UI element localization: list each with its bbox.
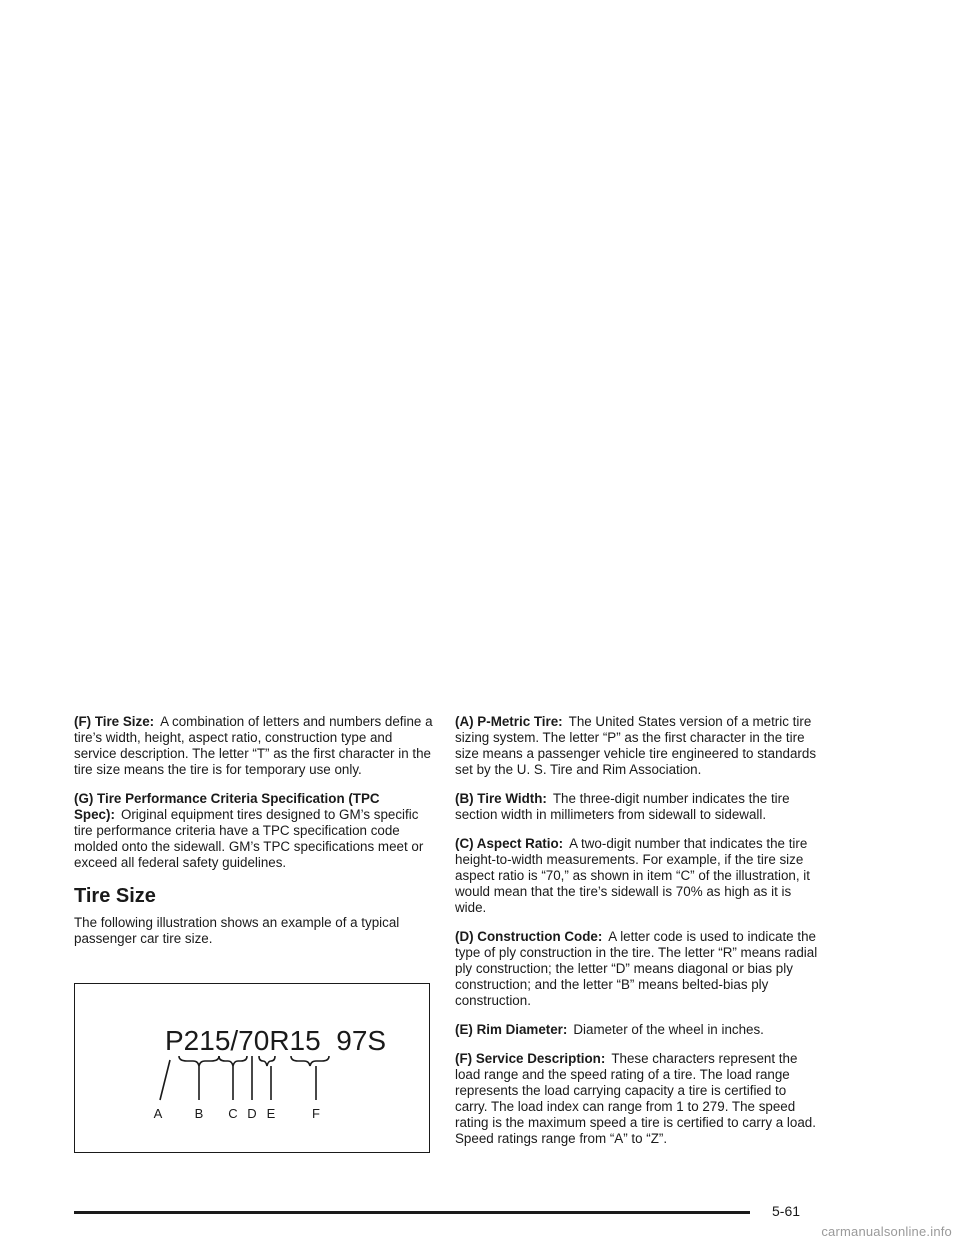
term-label: (F) Service Description: [455,1051,606,1066]
term-label: (G) Tire Performance Criteria Specification (TPC Spec): [74,791,380,822]
definition-p-metric [455,714,820,778]
definition-rim-diameter [455,1022,820,1038]
bracket-group [179,1056,329,1066]
label-a: A [153,1106,163,1121]
term-text: The United States version of a metric tire sizing system. The letter “P” as the first character in the tire size means a passenger vehicle tire engineered to standards set by the U. S. Tire and Rim Association. [455,714,817,777]
term-label: (A) P-Metric Tire: [455,714,563,729]
tire-size-definition [74,714,434,778]
term-text: A combination of letters and numbers define a tire’s width, height, aspect ratio, construction type and service description. The letter “T” as the first character in the tire size means the tire is for temporary use only. [74,714,433,777]
pointer-labels [154,1106,320,1121]
left-column [74,714,434,960]
tire-code-text: P215/70R15 97S [165,1025,387,1056]
footer-rule [74,1211,750,1214]
term-text: A letter code is used to indicate the type of ply construction in the tire. The letter “R” means radial ply construction; the letter “D” means diagonal or bias ply construction; and the letter “B” means belted-bias ply construction. [455,929,818,1008]
term-label: (C) Aspect Ratio: [455,836,564,851]
definition-service-description [455,1051,820,1147]
page-number: 5-61 [772,1203,801,1219]
tire-size-illustration [74,983,430,1153]
right-column [455,714,820,1160]
term-text: The three-digit number indicates the tire section width in millimeters from sidewall to sidewall. [455,791,790,822]
intro-paragraph: The following illustration shows an example of a typical passenger car tire size. [74,915,400,946]
pointer-a [160,1060,170,1100]
label-c: C [228,1106,238,1121]
term-label: (B) Tire Width: [455,791,547,806]
label-b: B [194,1106,204,1121]
term-label: (E) Rim Diameter: [455,1022,568,1037]
bracket-f [291,1056,329,1066]
bracket-c [219,1056,247,1066]
label-e: E [266,1106,276,1121]
term-text: A two-digit number that indicates the tire height-to-width measurements. For example, if the tire size aspect ratio is “70,” as shown in item “C” of the illustration, it would mean that the tire’s sidewall is 70% as high as it is wide. [455,836,810,915]
section-heading: Tire Size [74,885,156,907]
term-text: These characters represent the load range and the speed rating of a tire. The load range represents the load carrying capacity a tire is certified to carry. The load index can range from 1 to 279. The speed rating is the maximum speed a tire is certified to carry a load. Speed ratings range from “A” to “Z”. [455,1051,816,1146]
term-text: Diameter of the wheel in inches. [573,1022,764,1037]
definition-aspect-ratio [455,836,820,916]
bracket-b [179,1056,219,1066]
term-label: (D) Construction Code: [455,929,603,944]
definition-tire-width [455,791,820,823]
definition-construction-code [455,929,820,1009]
tpc-spec-definition [74,791,434,871]
tire-code-diagram [75,984,429,1152]
watermark: carmanualsonline.info [821,1224,952,1239]
pointer-lines [160,1056,316,1100]
label-d: D [247,1106,257,1121]
label-f: F [312,1106,320,1121]
bracket-e [259,1056,275,1066]
term-text: Original equipment tires designed to GM’s specific tire performance criteria have a TPC specification code molded onto the sidewall. GM’s TPC specifications meet or exceed all federal safety guidelines. [74,807,424,870]
term-label: (F) Tire Size: [74,714,155,729]
